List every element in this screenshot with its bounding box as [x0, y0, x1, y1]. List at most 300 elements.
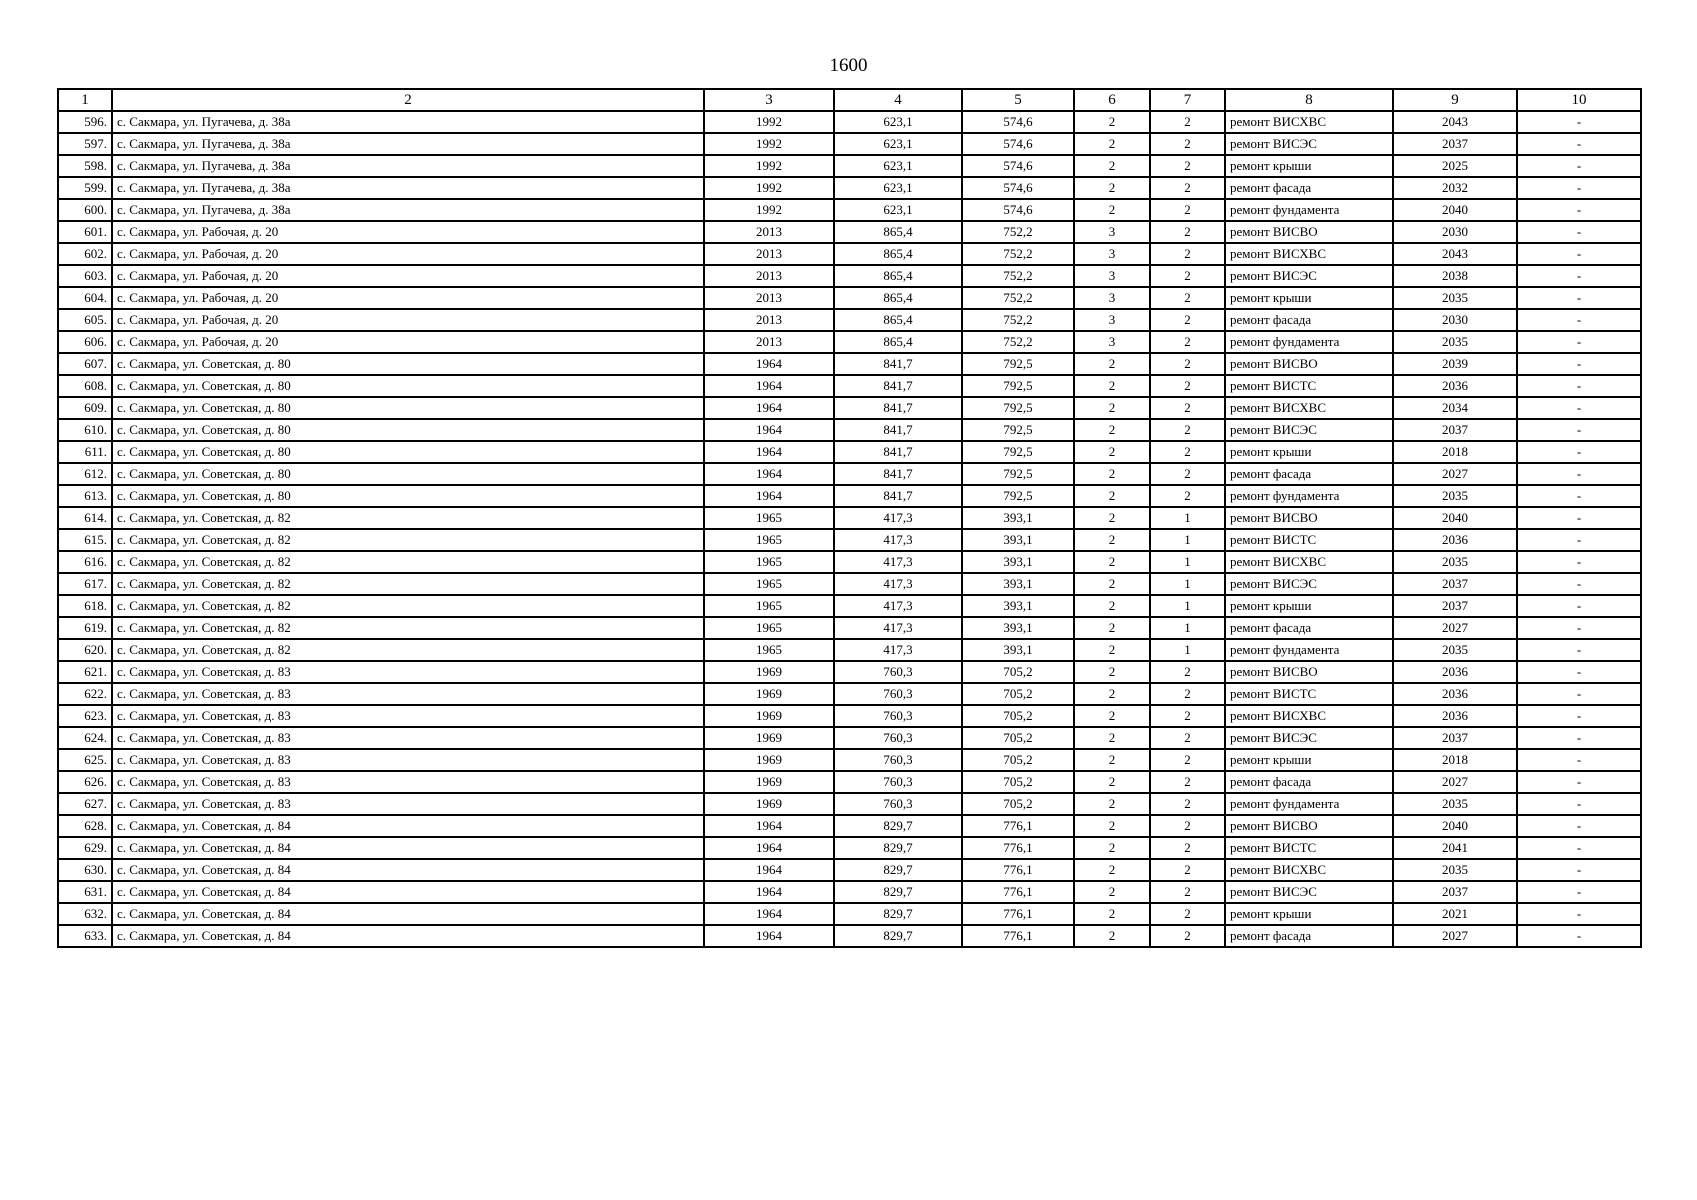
note-cell: -: [1517, 309, 1641, 331]
row-number-cell: 600.: [58, 199, 112, 221]
work-type-cell: ремонт фасада: [1225, 309, 1393, 331]
work-type-cell: ремонт крыши: [1225, 287, 1393, 309]
note-cell: -: [1517, 771, 1641, 793]
planned-year-cell: 2043: [1393, 243, 1517, 265]
residential-area-cell: 393,1: [962, 639, 1074, 661]
floors-cell: 2: [1074, 683, 1150, 705]
planned-year-cell: 2018: [1393, 749, 1517, 771]
construction-year-cell: 1965: [704, 551, 834, 573]
table-row: [58, 243, 1641, 265]
planned-year-cell: 2040: [1393, 199, 1517, 221]
construction-year-cell: 2013: [704, 243, 834, 265]
total-area-cell: 417,3: [834, 639, 962, 661]
entrances-cell: 2: [1150, 727, 1225, 749]
row-number-cell: 602.: [58, 243, 112, 265]
work-type-cell: ремонт ВИСЭС: [1225, 881, 1393, 903]
table-row: [58, 221, 1641, 243]
table-row: [58, 727, 1641, 749]
residential-area-cell: 776,1: [962, 815, 1074, 837]
address-cell: с. Сакмара, ул. Пугачева, д. 38а: [112, 199, 704, 221]
floors-cell: 2: [1074, 397, 1150, 419]
planned-year-cell: 2034: [1393, 397, 1517, 419]
entrances-cell: 1: [1150, 617, 1225, 639]
row-number-cell: 623.: [58, 705, 112, 727]
construction-year-cell: 1969: [704, 771, 834, 793]
note-cell: -: [1517, 859, 1641, 881]
residential-area-cell: 792,5: [962, 463, 1074, 485]
planned-year-cell: 2040: [1393, 815, 1517, 837]
floors-cell: 2: [1074, 859, 1150, 881]
address-cell: с. Сакмара, ул. Пугачева, д. 38а: [112, 155, 704, 177]
residential-area-cell: 776,1: [962, 903, 1074, 925]
construction-year-cell: 1964: [704, 925, 834, 947]
construction-year-cell: 1992: [704, 111, 834, 133]
residential-area-cell: 705,2: [962, 749, 1074, 771]
residential-area-cell: 792,5: [962, 397, 1074, 419]
row-number-cell: 633.: [58, 925, 112, 947]
total-area-cell: 841,7: [834, 353, 962, 375]
total-area-cell: 760,3: [834, 705, 962, 727]
planned-year-cell: 2035: [1393, 331, 1517, 353]
table-row: [58, 793, 1641, 815]
work-type-cell: ремонт ВИСХВС: [1225, 859, 1393, 881]
planned-year-cell: 2037: [1393, 727, 1517, 749]
address-cell: с. Сакмара, ул. Советская, д. 82: [112, 573, 704, 595]
note-cell: -: [1517, 243, 1641, 265]
address-cell: с. Сакмара, ул. Советская, д. 83: [112, 705, 704, 727]
address-cell: с. Сакмара, ул. Пугачева, д. 38а: [112, 177, 704, 199]
address-cell: с. Сакмара, ул. Советская, д. 80: [112, 485, 704, 507]
entrances-cell: 1: [1150, 507, 1225, 529]
total-area-cell: 841,7: [834, 441, 962, 463]
total-area-cell: 417,3: [834, 529, 962, 551]
total-area-cell: 623,1: [834, 199, 962, 221]
total-area-cell: 417,3: [834, 573, 962, 595]
address-cell: с. Сакмара, ул. Советская, д. 82: [112, 551, 704, 573]
entrances-cell: 2: [1150, 221, 1225, 243]
entrances-cell: 2: [1150, 705, 1225, 727]
construction-year-cell: 1969: [704, 749, 834, 771]
work-type-cell: ремонт фасада: [1225, 771, 1393, 793]
residential-area-cell: 393,1: [962, 507, 1074, 529]
address-cell: с. Сакмара, ул. Советская, д. 80: [112, 463, 704, 485]
total-area-cell: 841,7: [834, 485, 962, 507]
note-cell: -: [1517, 749, 1641, 771]
address-cell: с. Сакмара, ул. Пугачева, д. 38а: [112, 133, 704, 155]
residential-area-cell: 574,6: [962, 133, 1074, 155]
work-type-cell: ремонт ВИСТС: [1225, 375, 1393, 397]
work-type-cell: ремонт крыши: [1225, 595, 1393, 617]
table-row: [58, 331, 1641, 353]
address-cell: с. Сакмара, ул. Советская, д. 82: [112, 529, 704, 551]
planned-year-cell: 2027: [1393, 925, 1517, 947]
row-number-cell: 626.: [58, 771, 112, 793]
total-area-cell: 841,7: [834, 375, 962, 397]
address-cell: с. Сакмара, ул. Советская, д. 80: [112, 441, 704, 463]
address-cell: с. Сакмара, ул. Рабочая, д. 20: [112, 331, 704, 353]
work-type-cell: ремонт крыши: [1225, 441, 1393, 463]
address-cell: с. Сакмара, ул. Пугачева, д. 38а: [112, 111, 704, 133]
entrances-cell: 2: [1150, 265, 1225, 287]
address-cell: с. Сакмара, ул. Советская, д. 84: [112, 837, 704, 859]
entrances-cell: 2: [1150, 199, 1225, 221]
address-cell: с. Сакмара, ул. Советская, д. 80: [112, 397, 704, 419]
note-cell: -: [1517, 155, 1641, 177]
table-row: [58, 265, 1641, 287]
construction-year-cell: 1969: [704, 661, 834, 683]
column-header-6: 6: [1074, 89, 1150, 111]
floors-cell: 2: [1074, 177, 1150, 199]
address-cell: с. Сакмара, ул. Рабочая, д. 20: [112, 287, 704, 309]
note-cell: -: [1517, 727, 1641, 749]
address-cell: с. Сакмара, ул. Советская, д. 83: [112, 727, 704, 749]
floors-cell: 2: [1074, 749, 1150, 771]
floors-cell: 2: [1074, 925, 1150, 947]
total-area-cell: 623,1: [834, 177, 962, 199]
residential-area-cell: 752,2: [962, 331, 1074, 353]
entrances-cell: 2: [1150, 331, 1225, 353]
residential-area-cell: 705,2: [962, 771, 1074, 793]
row-number-cell: 620.: [58, 639, 112, 661]
table-row: [58, 309, 1641, 331]
row-number-cell: 596.: [58, 111, 112, 133]
row-number-cell: 624.: [58, 727, 112, 749]
entrances-cell: 1: [1150, 573, 1225, 595]
floors-cell: 2: [1074, 133, 1150, 155]
construction-year-cell: 1965: [704, 617, 834, 639]
work-type-cell: ремонт ВИСХВС: [1225, 705, 1393, 727]
note-cell: -: [1517, 815, 1641, 837]
entrances-cell: 2: [1150, 771, 1225, 793]
residential-area-cell: 752,2: [962, 243, 1074, 265]
row-number-cell: 629.: [58, 837, 112, 859]
planned-year-cell: 2039: [1393, 353, 1517, 375]
construction-year-cell: 1992: [704, 177, 834, 199]
total-area-cell: 865,4: [834, 331, 962, 353]
entrances-cell: 1: [1150, 551, 1225, 573]
total-area-cell: 623,1: [834, 155, 962, 177]
note-cell: -: [1517, 375, 1641, 397]
entrances-cell: 2: [1150, 155, 1225, 177]
note-cell: -: [1517, 705, 1641, 727]
floors-cell: 2: [1074, 771, 1150, 793]
entrances-cell: 2: [1150, 133, 1225, 155]
planned-year-cell: 2037: [1393, 595, 1517, 617]
note-cell: -: [1517, 507, 1641, 529]
planned-year-cell: 2038: [1393, 265, 1517, 287]
table-row: [58, 507, 1641, 529]
entrances-cell: 2: [1150, 243, 1225, 265]
residential-area-cell: 705,2: [962, 793, 1074, 815]
note-cell: -: [1517, 353, 1641, 375]
floors-cell: 3: [1074, 309, 1150, 331]
table-row: [58, 683, 1641, 705]
address-cell: с. Сакмара, ул. Советская, д. 82: [112, 639, 704, 661]
total-area-cell: 760,3: [834, 727, 962, 749]
column-header-4: 4: [834, 89, 962, 111]
entrances-cell: 2: [1150, 463, 1225, 485]
work-type-cell: ремонт фасада: [1225, 177, 1393, 199]
row-number-cell: 609.: [58, 397, 112, 419]
table-row: [58, 111, 1641, 133]
address-cell: с. Сакмара, ул. Советская, д. 80: [112, 353, 704, 375]
row-number-cell: 613.: [58, 485, 112, 507]
floors-cell: 3: [1074, 331, 1150, 353]
total-area-cell: 829,7: [834, 837, 962, 859]
floors-cell: 2: [1074, 507, 1150, 529]
planned-year-cell: 2036: [1393, 375, 1517, 397]
planned-year-cell: 2036: [1393, 705, 1517, 727]
work-type-cell: ремонт фундамента: [1225, 331, 1393, 353]
address-cell: с. Сакмара, ул. Советская, д. 83: [112, 771, 704, 793]
entrances-cell: 2: [1150, 749, 1225, 771]
planned-year-cell: 2043: [1393, 111, 1517, 133]
total-area-cell: 760,3: [834, 771, 962, 793]
entrances-cell: 2: [1150, 793, 1225, 815]
work-type-cell: ремонт ВИСВО: [1225, 507, 1393, 529]
work-type-cell: ремонт фасада: [1225, 463, 1393, 485]
table-row: [58, 815, 1641, 837]
floors-cell: 2: [1074, 793, 1150, 815]
planned-year-cell: 2025: [1393, 155, 1517, 177]
work-type-cell: ремонт крыши: [1225, 749, 1393, 771]
entrances-cell: 2: [1150, 177, 1225, 199]
floors-cell: 3: [1074, 243, 1150, 265]
column-header-5: 5: [962, 89, 1074, 111]
construction-year-cell: 1964: [704, 815, 834, 837]
floors-cell: 2: [1074, 419, 1150, 441]
header-row: [58, 89, 1641, 111]
work-type-cell: ремонт ВИСХВС: [1225, 243, 1393, 265]
note-cell: -: [1517, 287, 1641, 309]
work-type-cell: ремонт ВИСЭС: [1225, 419, 1393, 441]
planned-year-cell: 2035: [1393, 551, 1517, 573]
work-type-cell: ремонт ВИСХВС: [1225, 111, 1393, 133]
table-row: [58, 617, 1641, 639]
floors-cell: 2: [1074, 595, 1150, 617]
floors-cell: 2: [1074, 375, 1150, 397]
floors-cell: 2: [1074, 661, 1150, 683]
address-cell: с. Сакмара, ул. Советская, д. 84: [112, 815, 704, 837]
construction-year-cell: 1965: [704, 529, 834, 551]
planned-year-cell: 2035: [1393, 485, 1517, 507]
repair-schedule-table: [57, 88, 1642, 948]
column-header-7: 7: [1150, 89, 1225, 111]
planned-year-cell: 2035: [1393, 859, 1517, 881]
note-cell: -: [1517, 199, 1641, 221]
table-row: [58, 749, 1641, 771]
residential-area-cell: 705,2: [962, 683, 1074, 705]
note-cell: -: [1517, 397, 1641, 419]
residential-area-cell: 792,5: [962, 441, 1074, 463]
total-area-cell: 417,3: [834, 617, 962, 639]
residential-area-cell: 776,1: [962, 859, 1074, 881]
planned-year-cell: 2036: [1393, 683, 1517, 705]
floors-cell: 2: [1074, 529, 1150, 551]
note-cell: -: [1517, 177, 1641, 199]
table-row: [58, 133, 1641, 155]
address-cell: с. Сакмара, ул. Советская, д. 84: [112, 903, 704, 925]
construction-year-cell: 1965: [704, 639, 834, 661]
note-cell: -: [1517, 837, 1641, 859]
total-area-cell: 865,4: [834, 309, 962, 331]
residential-area-cell: 752,2: [962, 265, 1074, 287]
total-area-cell: 417,3: [834, 595, 962, 617]
entrances-cell: 2: [1150, 925, 1225, 947]
work-type-cell: ремонт фундамента: [1225, 793, 1393, 815]
column-header-2: 2: [112, 89, 704, 111]
address-cell: с. Сакмара, ул. Рабочая, д. 20: [112, 221, 704, 243]
address-cell: с. Сакмара, ул. Советская, д. 84: [112, 925, 704, 947]
floors-cell: 2: [1074, 837, 1150, 859]
work-type-cell: ремонт ВИСТС: [1225, 529, 1393, 551]
work-type-cell: ремонт ВИСВО: [1225, 661, 1393, 683]
note-cell: -: [1517, 529, 1641, 551]
note-cell: -: [1517, 551, 1641, 573]
floors-cell: 2: [1074, 199, 1150, 221]
total-area-cell: 865,4: [834, 265, 962, 287]
work-type-cell: ремонт ВИСТС: [1225, 837, 1393, 859]
residential-area-cell: 776,1: [962, 881, 1074, 903]
construction-year-cell: 1964: [704, 485, 834, 507]
row-number-cell: 617.: [58, 573, 112, 595]
construction-year-cell: 1964: [704, 353, 834, 375]
construction-year-cell: 1964: [704, 463, 834, 485]
residential-area-cell: 705,2: [962, 661, 1074, 683]
total-area-cell: 760,3: [834, 683, 962, 705]
column-header-9: 9: [1393, 89, 1517, 111]
row-number-cell: 610.: [58, 419, 112, 441]
work-type-cell: ремонт фундамента: [1225, 199, 1393, 221]
total-area-cell: 760,3: [834, 749, 962, 771]
total-area-cell: 865,4: [834, 221, 962, 243]
floors-cell: 2: [1074, 881, 1150, 903]
entrances-cell: 2: [1150, 441, 1225, 463]
construction-year-cell: 1969: [704, 727, 834, 749]
entrances-cell: 2: [1150, 353, 1225, 375]
planned-year-cell: 2035: [1393, 287, 1517, 309]
address-cell: с. Сакмара, ул. Советская, д. 84: [112, 859, 704, 881]
entrances-cell: 2: [1150, 397, 1225, 419]
planned-year-cell: 2036: [1393, 529, 1517, 551]
row-number-cell: 612.: [58, 463, 112, 485]
entrances-cell: 1: [1150, 595, 1225, 617]
residential-area-cell: 705,2: [962, 705, 1074, 727]
floors-cell: 2: [1074, 727, 1150, 749]
row-number-cell: 619.: [58, 617, 112, 639]
note-cell: -: [1517, 419, 1641, 441]
row-number-cell: 599.: [58, 177, 112, 199]
entrances-cell: 2: [1150, 309, 1225, 331]
residential-area-cell: 393,1: [962, 529, 1074, 551]
entrances-cell: 2: [1150, 485, 1225, 507]
construction-year-cell: 2013: [704, 331, 834, 353]
table-row: [58, 441, 1641, 463]
planned-year-cell: 2037: [1393, 419, 1517, 441]
construction-year-cell: 2013: [704, 309, 834, 331]
residential-area-cell: 792,5: [962, 419, 1074, 441]
residential-area-cell: 752,2: [962, 309, 1074, 331]
construction-year-cell: 1969: [704, 705, 834, 727]
planned-year-cell: 2041: [1393, 837, 1517, 859]
table-row: [58, 595, 1641, 617]
construction-year-cell: 1969: [704, 793, 834, 815]
address-cell: с. Сакмара, ул. Рабочая, д. 20: [112, 309, 704, 331]
table-row: [58, 771, 1641, 793]
floors-cell: 2: [1074, 639, 1150, 661]
total-area-cell: 841,7: [834, 397, 962, 419]
work-type-cell: ремонт фундамента: [1225, 485, 1393, 507]
residential-area-cell: 574,6: [962, 155, 1074, 177]
residential-area-cell: 792,5: [962, 375, 1074, 397]
work-type-cell: ремонт ВИСВО: [1225, 221, 1393, 243]
note-cell: -: [1517, 793, 1641, 815]
entrances-cell: 2: [1150, 683, 1225, 705]
note-cell: -: [1517, 331, 1641, 353]
table-row: [58, 375, 1641, 397]
work-type-cell: ремонт ВИСЭС: [1225, 133, 1393, 155]
work-type-cell: ремонт ВИСХВС: [1225, 397, 1393, 419]
floors-cell: 3: [1074, 265, 1150, 287]
table-row: [58, 573, 1641, 595]
table-row: [58, 859, 1641, 881]
row-number-cell: 608.: [58, 375, 112, 397]
table-row: [58, 419, 1641, 441]
address-cell: с. Сакмара, ул. Советская, д. 80: [112, 419, 704, 441]
note-cell: -: [1517, 463, 1641, 485]
floors-cell: 3: [1074, 221, 1150, 243]
planned-year-cell: 2027: [1393, 617, 1517, 639]
construction-year-cell: 1969: [704, 683, 834, 705]
construction-year-cell: 1964: [704, 397, 834, 419]
row-number-cell: 601.: [58, 221, 112, 243]
work-type-cell: ремонт ВИСЭС: [1225, 265, 1393, 287]
entrances-cell: 2: [1150, 903, 1225, 925]
construction-year-cell: 1964: [704, 441, 834, 463]
construction-year-cell: 1992: [704, 199, 834, 221]
note-cell: -: [1517, 485, 1641, 507]
page-number: 1600: [829, 55, 868, 76]
entrances-cell: 2: [1150, 881, 1225, 903]
address-cell: с. Сакмара, ул. Советская, д. 82: [112, 595, 704, 617]
planned-year-cell: 2032: [1393, 177, 1517, 199]
floors-cell: 3: [1074, 287, 1150, 309]
work-type-cell: ремонт крыши: [1225, 903, 1393, 925]
planned-year-cell: 2037: [1393, 573, 1517, 595]
table-row: [58, 639, 1641, 661]
table-row: [58, 903, 1641, 925]
residential-area-cell: 776,1: [962, 837, 1074, 859]
total-area-cell: 760,3: [834, 793, 962, 815]
construction-year-cell: 1964: [704, 859, 834, 881]
residential-area-cell: 792,5: [962, 353, 1074, 375]
planned-year-cell: 2027: [1393, 463, 1517, 485]
planned-year-cell: 2018: [1393, 441, 1517, 463]
row-number-cell: 622.: [58, 683, 112, 705]
table-row: [58, 397, 1641, 419]
floors-cell: 2: [1074, 551, 1150, 573]
note-cell: -: [1517, 683, 1641, 705]
row-number-cell: 611.: [58, 441, 112, 463]
row-number-cell: 606.: [58, 331, 112, 353]
planned-year-cell: 2040: [1393, 507, 1517, 529]
row-number-cell: 604.: [58, 287, 112, 309]
entrances-cell: 2: [1150, 837, 1225, 859]
address-cell: с. Сакмара, ул. Советская, д. 83: [112, 683, 704, 705]
note-cell: -: [1517, 133, 1641, 155]
planned-year-cell: 2027: [1393, 771, 1517, 793]
row-number-cell: 630.: [58, 859, 112, 881]
